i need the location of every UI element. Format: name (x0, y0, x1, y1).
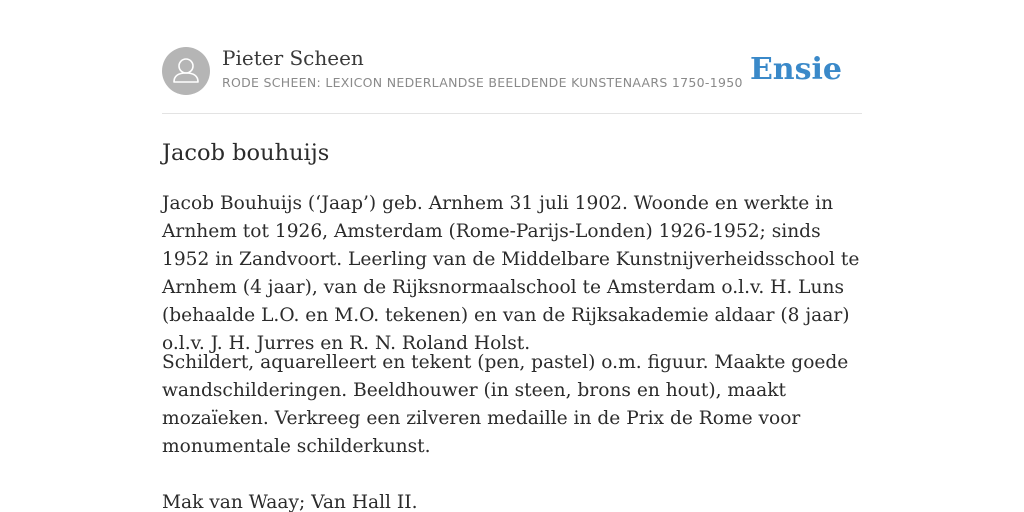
author-name[interactable]: Pieter Scheen (222, 46, 364, 70)
user-silhouette-icon (162, 47, 210, 95)
article-paragraph: Jacob Bouhuijs (‘Jaap’) geb. Arnhem 31 juli 1902. Woonde en werkte in Arnhem tot 1926, Amsterdam (Rome-Parijs-Londen) 1926-1952; sinds 1952 in Zandvoort. Leerling van de Middelbare Kunstnijverheidsschool te Arnhem (4 jaar), van de Rijksnormaalschool te Amsterdam o.l.v. H. Luns (behaalde L.O. en M.O. tekenen) en van de Rijksakademie aldaar (8 jaar) o.l.v. J. H. Jurres en R. N. Roland Holst. (162, 193, 860, 354)
source-title[interactable]: RODE SCHEEN: LEXICON NEDERLANDSE BEELDENDE KUNSTENAARS 1750-1950 (222, 75, 743, 90)
article-title: Jacob bouhuijs (162, 140, 330, 166)
article-references: Mak van Waay; Van Hall II. (162, 492, 418, 512)
article-paragraph: Schildert, aquarelleert en tekent (pen, pastel) o.m. figuur. Maakte goede wandschilderingen. Beeldhouwer (in steen, brons en hout), maakt mozaïeken. Verkreeg een zilveren medaille in de Prix de Rome voor monumentale schilderkunst. (162, 352, 849, 457)
article-header (162, 46, 862, 96)
header-divider (162, 113, 862, 114)
author-avatar[interactable] (162, 47, 210, 95)
brand-logo[interactable]: Ensie (749, 52, 842, 87)
